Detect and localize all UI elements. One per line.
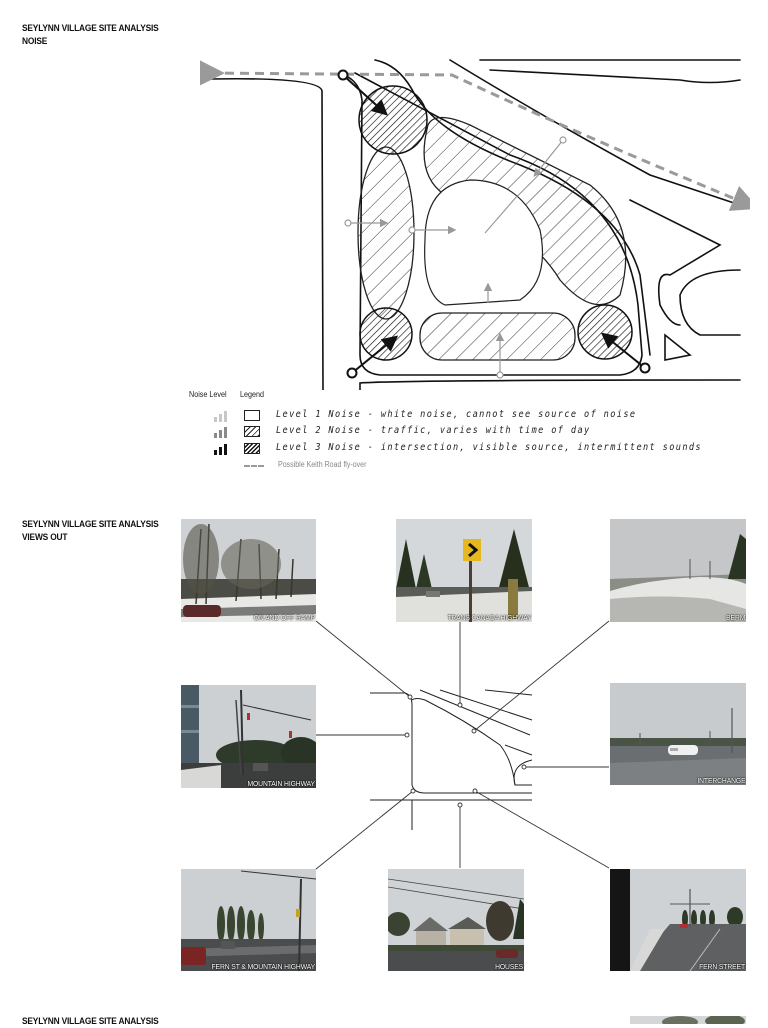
noise-title-line1: SEYLYNN VILLAGE SITE ANALYSIS (22, 23, 159, 34)
legend-text-level1: Level 1 Noise - white noise, cannot see source of noise (276, 409, 637, 420)
views-title-line2: VIEWS OUT (22, 532, 68, 543)
photo-caption: INTERCHANGE (696, 776, 745, 785)
noise-level-heading: Noise Level (189, 390, 227, 399)
legend-text-level2: Level 2 Noise - traffic, varies with time of day (276, 425, 591, 436)
photo-caption: BERM (725, 613, 745, 622)
views-site-roads (370, 690, 532, 830)
views-title-line1: SEYLYNN VILLAGE SITE ANALYSIS (22, 519, 159, 530)
view-connector-lines (290, 621, 609, 890)
photo-partial-bottom[interactable] (630, 1016, 746, 1024)
photo-interchange-image (610, 683, 746, 785)
photo-caption: MOUNTAIN HIGHWAY (247, 779, 315, 788)
third-title-line1: SEYLYNN VILLAGE SITE ANALYSIS (22, 1016, 159, 1027)
photo-mountain-hwy-image (181, 685, 316, 788)
photo-highway-image (396, 519, 532, 622)
photo-trans-canada-highway[interactable] (396, 519, 532, 622)
photo-caption: ON AND OFF RAMP (253, 613, 315, 622)
photo-houses-image (388, 869, 524, 971)
legend-heading: Legend (240, 390, 265, 399)
photo-fern-street-image (610, 869, 746, 971)
photo-partial-image (630, 1016, 746, 1024)
photo-caption: HOUSES (495, 962, 523, 971)
legend-text-flyover: Possible Keith Road fly-over (278, 460, 367, 469)
noise-title-line2: NOISE (22, 36, 48, 47)
photo-fern-street[interactable] (610, 869, 746, 971)
third-section-title (22, 1015, 159, 1028)
photo-fern-mountain-image (181, 869, 316, 971)
photo-ramp-image (181, 519, 316, 622)
photo-caption: FERN ST & MOUNTAIN HIGHWAY (211, 962, 315, 971)
photo-caption: TRANS CANADA HIGHWAY (446, 613, 531, 622)
photo-mountain-highway[interactable] (181, 685, 316, 788)
photo-interchange[interactable] (610, 683, 746, 785)
photo-on-and-off-ramp[interactable] (181, 519, 316, 622)
photo-caption: FERN STREET (699, 962, 745, 971)
photo-berm[interactable] (610, 519, 746, 622)
photo-houses[interactable] (388, 869, 524, 971)
photo-fern-st-mountain-highway[interactable] (181, 869, 316, 971)
photo-berm-image (610, 519, 746, 622)
legend-text-level3: Level 3 Noise - intersection, visible source, intermittent sounds (276, 442, 702, 453)
